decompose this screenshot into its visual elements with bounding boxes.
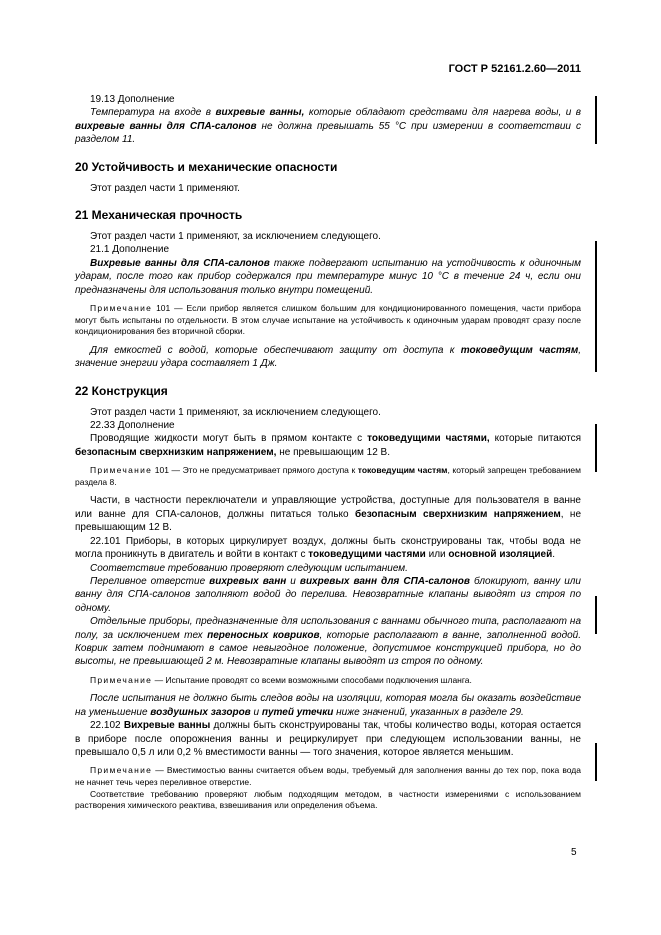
page-number: 5 (571, 847, 577, 858)
document-body (75, 93, 581, 812)
paragraph: Переливное отверстие вихревых ванн и вихревых ванн для СПА-салонов блокируют, ванну или ванну для СПА-салонов заполняют водой до перелива. Невозвратные клапаны выводят из строя по одному. (75, 575, 581, 614)
note: Примечание — Вместимостью ванны считается объем воды, требуемый для заполнения ванны до тех пор, пока вода не начнет течь через переливное отверстие. (75, 765, 581, 787)
paragraph: После испытания не должно быть следов воды на изоляции, которая могла бы оказать воздействие на уменьшение воздушных зазоров и путей утечки ниже значений, указанных в разделе 29. (75, 693, 581, 718)
paragraph: Соответствие требованию проверяют следующим испытанием. (90, 562, 408, 574)
paragraph: Части, в частности переключатели и управляющие устройства, доступные для пользователя в ванне или ванне для СПА-салонов, должны питаться только безопасным сверхнизким напряжением, не превышающим 12 В. (75, 495, 582, 534)
paragraph: Этот раздел части 1 применяют. (90, 182, 240, 194)
change-bar (595, 743, 597, 781)
change-bar (595, 596, 597, 634)
clause-22-102: 22.102 Вихревые ванны должны быть сконструированы так, чтобы количество воды, которая остается в приборе после опорожнения ванны и рециркулирует при следующем использовании ванны, не превышало 0,5 л или 0,2 % вместимости ванны — того значения, которое является меньшим. (75, 720, 581, 758)
clause-label: 19.13 Дополнение (90, 94, 175, 105)
clause-22-101: 22.101 Приборы, в которых циркулирует воздух, должны быть сконструированы так, чтобы вода не могла проникнуть в двигатель и войти в контакт с токоведущими частями или основной изоляцией. (75, 535, 581, 561)
note: Примечание 101 — Если прибор является слишком большим для кондиционированного помещения, части прибора могут быть испытаны по отдельности. В этом случае испытание на устойчивость к одиночным ударам проводят сразу после кондиционирования без вторичной сборки. (75, 303, 581, 337)
section-heading: 22 Конструкция (75, 383, 168, 398)
paragraph: Этот раздел части 1 применяют, за исключением следующего. (90, 406, 381, 418)
note: Примечание 101 — Это не предусматривает прямого доступа к токоведущим частям, который запрещен требованием раздела 8. (75, 465, 581, 487)
paragraph: Вихревые ванны для СПА-салонов также подвергают испытанию на устойчивость к одиночным ударам, после того как прибор содержался при температуре минус 10 °С в течение 24 ч, если они предназначены для использования только внутри помещений. (75, 257, 582, 296)
note: Примечание — Испытание проводят со всеми возможными способами подключения шланга. (90, 674, 472, 685)
paragraph: Для емкостей с водой, которые обеспечивают защиту от доступа к токоведущим частям, значение энергии удара составляет 1 Дж. (75, 344, 581, 370)
section-heading: 20 Устойчивость и механические опасности (75, 159, 338, 174)
section-19-13 (75, 93, 581, 147)
paragraph: Проводящие жидкости могут быть в прямом контакте с токоведущими частями, которые питаются безопасным сверхнизким напряжением, не превышающим 12 В. (75, 433, 582, 458)
change-bar (595, 424, 597, 472)
clause-label: 22.33 Дополнение (90, 420, 175, 432)
change-bar (595, 241, 597, 372)
clause-label: 21.1 Дополнение (90, 244, 170, 256)
paragraph: Температура на входе в вихревые ванны, которые обладают средствами для нагрева воды, и в вихревые ванны для СПА-салонов не должна превышать 55 °С при измерении в соответствии с разделом 11. (75, 107, 581, 146)
note-continuation: Соответствие требованию проверяют любым подходящим методом, в частности измерениями с использованием растворения химического реактива, взвешивания или определения объема. (75, 788, 581, 811)
paragraph: Этот раздел части 1 применяют, за исключением следующего. (90, 231, 381, 243)
section-heading: 21 Механическая прочность (75, 208, 243, 223)
paragraph: Отдельные приборы, предназначенные для использования с ваннами обычного типа, располагают на полу, за исключением тех переносных ковриков, которые располагают в ванне, заполненной водой. Коврик затем поднимают в самое невыгодное положение, допустимое конструкцией прибора, но до высоты, не превышающей 2 м. Невозвратные клапаны выводят из строя по одному. (75, 616, 581, 668)
document-id-header: ГОСТ Р 52161.2.60—2011 (448, 63, 581, 75)
change-bar (595, 96, 597, 144)
